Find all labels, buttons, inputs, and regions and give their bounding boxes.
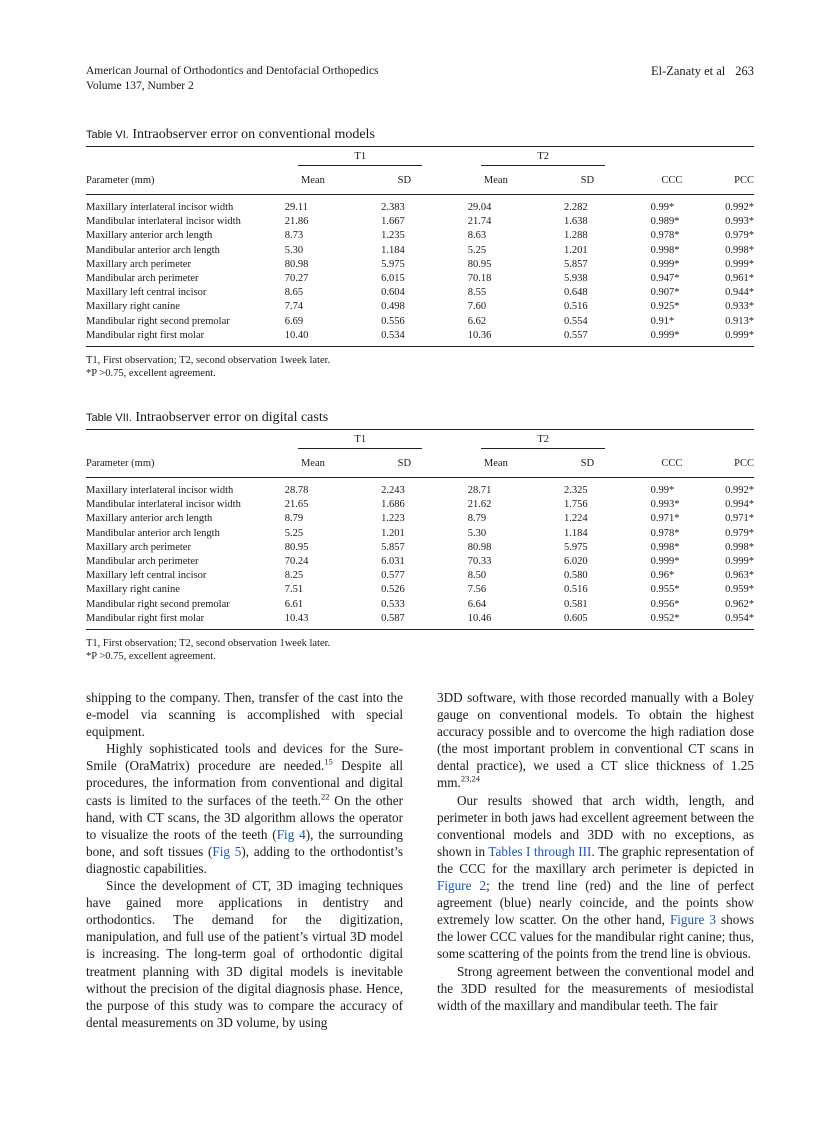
value-cell: 1.638 — [564, 216, 588, 228]
table-row — [86, 569, 754, 583]
paragraph — [437, 963, 754, 1014]
value-cell: 0.526 — [381, 584, 405, 596]
column-header: Parameter (mm) — [86, 449, 269, 478]
value-cell: 0.605 — [540, 612, 635, 630]
table-vi — [86, 126, 754, 381]
group-label-t1: T1 — [298, 151, 422, 166]
column-header: PCC — [709, 449, 754, 478]
table-row — [86, 329, 754, 347]
value-cell: 6.62 — [467, 315, 487, 327]
value-cell: 28.71 — [467, 485, 492, 497]
paragraph — [437, 792, 754, 963]
value-cell: 0.979* — [725, 230, 754, 242]
table-row — [86, 315, 754, 329]
value-cell: 0.516 — [564, 301, 588, 313]
journal-info — [86, 64, 379, 94]
cross-reference-link[interactable]: Fig 5 — [212, 843, 242, 859]
parameter-cell: Maxillary anterior arch length — [86, 230, 213, 242]
parameter-cell: Maxillary anterior arch length — [86, 513, 213, 525]
paragraph — [86, 689, 403, 740]
table-footnotes — [86, 354, 754, 381]
table-label: Table VI. — [86, 129, 129, 141]
table-row — [86, 583, 754, 597]
text-run: ; the trend line (red) and the line of perfect agreement (blue) nearly coincide, and the points show extremely low scatter. On the other hand, — [437, 878, 755, 928]
value-cell: 10.36 — [452, 329, 540, 347]
column-header: CCC — [635, 166, 709, 195]
value-cell: 1.667 — [381, 216, 405, 228]
parameter-cell: Maxillary right canine — [86, 584, 180, 596]
value-cell: 2.282 — [564, 202, 588, 214]
value-cell: 0.581 — [564, 598, 588, 610]
value-cell: 6.020 — [564, 556, 588, 568]
parameter-cell: Mandibular anterior arch length — [86, 527, 220, 539]
text-run: Our results showed that arch width, length, and perimeter in both jaws had excellent agreement between the conventional models and 3DD with no exceptions, as shown in — [437, 792, 754, 859]
value-cell: 1.235 — [381, 230, 405, 242]
table-row — [86, 541, 754, 555]
column-header: SD — [357, 166, 452, 195]
citation-superscript: 22 — [321, 791, 330, 802]
value-cell: 1.756 — [564, 499, 588, 511]
group-label-t1: T1 — [298, 434, 422, 449]
group-header-row — [86, 147, 754, 166]
parameter-cell: Maxillary interlateral incisor width — [86, 485, 234, 497]
value-cell: 5.975 — [564, 541, 588, 553]
page-number: 263 — [735, 64, 754, 78]
paragraph — [86, 877, 403, 1031]
text-run: Despite all procedures, the information from conventional and digital casts is limited to the surfaces of the teeth. — [86, 758, 404, 808]
table-row — [86, 555, 754, 569]
running-authors: El-Zanaty et al — [650, 64, 726, 78]
text-run: shipping to the company. Then, transfer of the cast into the e-model via scanning is accomplished with special equipment. — [86, 690, 403, 740]
value-cell: 1.201 — [381, 527, 405, 539]
value-cell: 0.952* — [635, 612, 709, 630]
column-header-row — [86, 449, 754, 478]
value-cell: 5.857 — [564, 258, 588, 270]
value-cell: 8.55 — [467, 287, 487, 299]
group-label-t2: T2 — [481, 434, 605, 449]
value-cell: 0.933* — [725, 301, 754, 313]
table-row — [86, 300, 754, 314]
value-cell: 8.50 — [467, 570, 487, 582]
value-cell: 0.993* — [725, 216, 754, 228]
value-cell: 0.947* — [650, 273, 680, 285]
value-cell: 5.938 — [564, 273, 588, 285]
table-row — [86, 244, 754, 258]
table-caption: Intraobserver error on conventional models — [132, 127, 375, 142]
value-cell: 0.999* — [725, 258, 754, 270]
value-cell: 0.534 — [357, 329, 452, 347]
column-header: Mean — [269, 166, 357, 195]
value-cell: 0.91* — [650, 315, 675, 327]
table-row — [86, 258, 754, 272]
journal-volume: Volume 137, Number 2 — [86, 80, 194, 92]
parameter-cell: Mandibular anterior arch length — [86, 244, 220, 256]
value-cell: 0.955* — [650, 584, 680, 596]
parameter-cell: Maxillary interlateral incisor width — [86, 202, 234, 214]
column-header: SD — [357, 449, 452, 478]
value-cell: 7.56 — [467, 584, 487, 596]
text-run: Strong agreement between the conventional model and the 3DD resulted for the measurements of mesiodistal width of the maxillary and mandibular teeth. The fair — [437, 963, 754, 1013]
table-vii — [86, 409, 754, 664]
parameter-cell: Mandibular right second premolar — [86, 315, 230, 327]
value-cell: 6.015 — [381, 273, 405, 285]
table-title — [86, 126, 754, 147]
value-cell: 28.78 — [284, 485, 309, 497]
footnote: T1, First observation; T2, second observation 1week later. — [86, 637, 331, 649]
value-cell: 5.30 — [284, 244, 304, 256]
parameter-cell: Mandibular arch perimeter — [86, 556, 199, 568]
value-cell: 10.40 — [269, 329, 357, 347]
value-cell: 5.25 — [284, 527, 304, 539]
value-cell: 6.61 — [284, 598, 304, 610]
table-row — [86, 286, 754, 300]
column-header: Mean — [452, 449, 540, 478]
parameter-cell: Maxillary left central incisor — [86, 287, 207, 299]
column-header: SD — [540, 449, 635, 478]
value-cell: 0.971* — [650, 513, 680, 525]
text-run: ), the surrounding bone, and soft tissues ( — [86, 826, 403, 859]
text-run: Highly sophisticated tools and devices for the Sure-Smile (OraMatrix) procedure are needed. — [86, 741, 403, 774]
value-cell: 0.913* — [725, 315, 754, 327]
table-row — [86, 215, 754, 229]
value-cell: 2.383 — [381, 202, 405, 214]
value-cell: 0.556 — [381, 315, 405, 327]
column-header: SD — [540, 166, 635, 195]
value-cell: 29.11 — [284, 202, 309, 214]
value-cell: 0.992* — [725, 202, 754, 214]
value-cell: 10.46 — [452, 612, 540, 630]
value-cell: 5.30 — [467, 527, 487, 539]
value-cell: 2.325 — [564, 485, 588, 497]
footnote: *P >0.75, excellent agreement. — [86, 651, 216, 663]
value-cell: 0.978* — [650, 527, 680, 539]
cross-reference-link[interactable]: Fig 4 — [276, 826, 306, 842]
value-cell: 0.907* — [650, 287, 680, 299]
value-cell: 80.95 — [284, 541, 309, 553]
table-row — [86, 498, 754, 512]
value-cell: 0.971* — [725, 513, 754, 525]
value-cell: 0.963* — [725, 570, 754, 582]
value-cell: 1.184 — [564, 527, 588, 539]
table-footnotes — [86, 637, 754, 664]
value-cell: 5.975 — [381, 258, 405, 270]
table-body — [86, 478, 754, 630]
column-header: Mean — [452, 166, 540, 195]
value-cell: 0.998* — [725, 541, 754, 553]
value-cell: 0.999* — [725, 556, 754, 568]
value-cell: 0.998* — [725, 244, 754, 256]
value-cell: 0.96* — [650, 570, 675, 582]
value-cell: 0.989* — [650, 216, 680, 228]
value-cell: 1.288 — [564, 230, 588, 242]
value-cell: 6.64 — [467, 598, 487, 610]
value-cell: 0.954* — [709, 612, 754, 630]
value-cell: 1.184 — [381, 244, 405, 256]
value-cell: 70.27 — [284, 273, 309, 285]
body-column-right — [437, 689, 754, 1014]
parameter-cell: Maxillary arch perimeter — [86, 258, 191, 270]
paragraph — [437, 689, 754, 792]
journal-title: American Journal of Orthodontics and Dentofacial Orthopedics — [86, 65, 379, 77]
value-cell: 21.86 — [284, 216, 309, 228]
value-cell: 0.961* — [725, 273, 754, 285]
parameter-cell: Maxillary arch perimeter — [86, 541, 191, 553]
value-cell: 10.43 — [269, 612, 357, 630]
value-cell: 0.979* — [725, 527, 754, 539]
data-table — [86, 430, 754, 630]
text-run: shows the lower CCC values for the mandibular right canine; thus, some scattering of the points from the trend line is obvious. — [437, 912, 755, 962]
table-row — [86, 527, 754, 541]
value-cell: 0.604 — [381, 287, 405, 299]
table-row — [86, 478, 754, 499]
value-cell: 0.962* — [725, 598, 754, 610]
column-header: Mean — [269, 449, 357, 478]
value-cell: 21.65 — [284, 499, 309, 511]
value-cell: 6.031 — [381, 556, 405, 568]
value-cell: 0.998* — [650, 541, 680, 553]
value-cell: 8.63 — [467, 230, 487, 242]
value-cell: 70.18 — [467, 273, 492, 285]
cross-reference-link[interactable]: Figure 2 — [437, 878, 487, 894]
parameter-cell: Mandibular interlateral incisor width — [86, 216, 241, 228]
value-cell: 80.95 — [467, 258, 492, 270]
value-cell: 8.25 — [284, 570, 304, 582]
value-cell: 1.201 — [564, 244, 588, 256]
text-run: On the other hand, with CT scans, the 3D algorithm allows the operator to visualize the roots of the teeth ( — [86, 792, 403, 842]
value-cell: 0.587 — [357, 612, 452, 630]
value-cell: 0.99* — [650, 202, 675, 214]
value-cell: 0.498 — [381, 301, 405, 313]
parameter-cell: Mandibular right first molar — [86, 329, 269, 347]
value-cell: 0.925* — [650, 301, 680, 313]
value-cell: 21.74 — [467, 216, 492, 228]
value-cell: 7.51 — [284, 584, 304, 596]
data-table — [86, 147, 754, 347]
value-cell: 0.992* — [725, 485, 754, 497]
parameter-cell: Maxillary left central incisor — [86, 570, 207, 582]
value-cell: 29.04 — [467, 202, 492, 214]
value-cell: 1.223 — [381, 513, 405, 525]
value-cell: 70.33 — [467, 556, 492, 568]
value-cell: 8.65 — [284, 287, 304, 299]
value-cell: 0.580 — [564, 570, 588, 582]
table-row — [86, 512, 754, 526]
value-cell: 2.243 — [381, 485, 405, 497]
value-cell: 8.73 — [284, 230, 304, 242]
citation-superscript: 15 — [324, 756, 333, 767]
footnote: *P >0.75, excellent agreement. — [86, 368, 216, 380]
table-label: Table VII. — [86, 412, 132, 424]
group-label-t2: T2 — [481, 151, 605, 166]
value-cell: 0.577 — [381, 570, 405, 582]
value-cell: 5.857 — [381, 541, 405, 553]
text-run: ), adding to the orthodontist’s diagnostic capabilities. — [86, 843, 403, 876]
table-row — [86, 195, 754, 216]
cross-reference-link[interactable]: Tables I through III — [488, 843, 592, 859]
table-row — [86, 612, 754, 630]
value-cell: 7.60 — [467, 301, 487, 313]
value-cell: 0.999* — [650, 258, 680, 270]
value-cell: 80.98 — [284, 258, 309, 270]
value-cell: 8.79 — [467, 513, 487, 525]
table-row — [86, 272, 754, 286]
value-cell: 0.993* — [650, 499, 680, 511]
parameter-cell: Mandibular right first molar — [86, 612, 269, 630]
value-cell: 0.533 — [381, 598, 405, 610]
body-column-left — [86, 689, 403, 1031]
value-cell: 8.79 — [284, 513, 304, 525]
value-cell: 5.25 — [467, 244, 487, 256]
paragraph — [86, 740, 403, 877]
value-cell: 0.648 — [564, 287, 588, 299]
parameter-cell: Mandibular arch perimeter — [86, 273, 199, 285]
column-header: Parameter (mm) — [86, 166, 269, 195]
value-cell: 0.956* — [650, 598, 680, 610]
value-cell: 0.999* — [650, 556, 680, 568]
table-title — [86, 409, 754, 430]
table-row — [86, 598, 754, 612]
text-run: . The graphic representation of the CCC for the maxillary arch perimeter is depicted in — [437, 843, 754, 876]
value-cell: 0.99* — [650, 485, 675, 497]
value-cell: 0.999* — [635, 329, 709, 347]
value-cell: 6.69 — [284, 315, 304, 327]
value-cell: 0.516 — [564, 584, 588, 596]
table-body — [86, 195, 754, 347]
text-run: Since the development of CT, 3D imaging techniques have gained more applications in dentistry and orthodontics. The demand for the digitization, manipulation, and full use of the patient’s virtual 3D model is increasing. The long-term goal of orthodontic digital treatment planning with 3D digital models is inevitable without the precision of the digital diagnosis phase. Hence, the purpose of this study was to compare the accuracy of dental measurements on 3D volume, by using — [86, 878, 403, 1030]
value-cell: 0.994* — [725, 499, 754, 511]
column-header: CCC — [635, 449, 709, 478]
value-cell: 70.24 — [284, 556, 309, 568]
value-cell: 21.62 — [467, 499, 492, 511]
parameter-cell: Maxillary right canine — [86, 301, 180, 313]
value-cell: 7.74 — [284, 301, 304, 313]
citation-superscript: 23,24 — [460, 774, 480, 785]
footnote: T1, First observation; T2, second observation 1week later. — [86, 354, 331, 366]
column-header: PCC — [709, 166, 754, 195]
group-header-row — [86, 430, 754, 449]
value-cell: 80.98 — [467, 541, 492, 553]
value-cell: 0.557 — [540, 329, 635, 347]
value-cell: 0.554 — [564, 315, 588, 327]
value-cell: 0.978* — [650, 230, 680, 242]
value-cell: 1.686 — [381, 499, 405, 511]
table-row — [86, 229, 754, 243]
value-cell: 0.998* — [650, 244, 680, 256]
author-page — [651, 64, 754, 79]
cross-reference-link[interactable]: Figure 3 — [669, 912, 716, 928]
value-cell: 0.944* — [725, 287, 754, 299]
parameter-cell: Mandibular right second premolar — [86, 598, 230, 610]
text-run: 3DD software, with those recorded manually with a Boley gauge on conventional models. To obtain the highest accuracy possible and to overcome the high radiation dose (the most important problem in conventional CT scans in dental practice), we used a CT slice thickness of 1.25 mm. — [437, 690, 754, 791]
value-cell: 1.224 — [564, 513, 588, 525]
value-cell: 0.999* — [709, 329, 754, 347]
parameter-cell: Mandibular interlateral incisor width — [86, 499, 241, 511]
column-header-row — [86, 166, 754, 195]
table-caption: Intraobserver error on digital casts — [135, 410, 329, 425]
value-cell: 0.959* — [725, 584, 754, 596]
